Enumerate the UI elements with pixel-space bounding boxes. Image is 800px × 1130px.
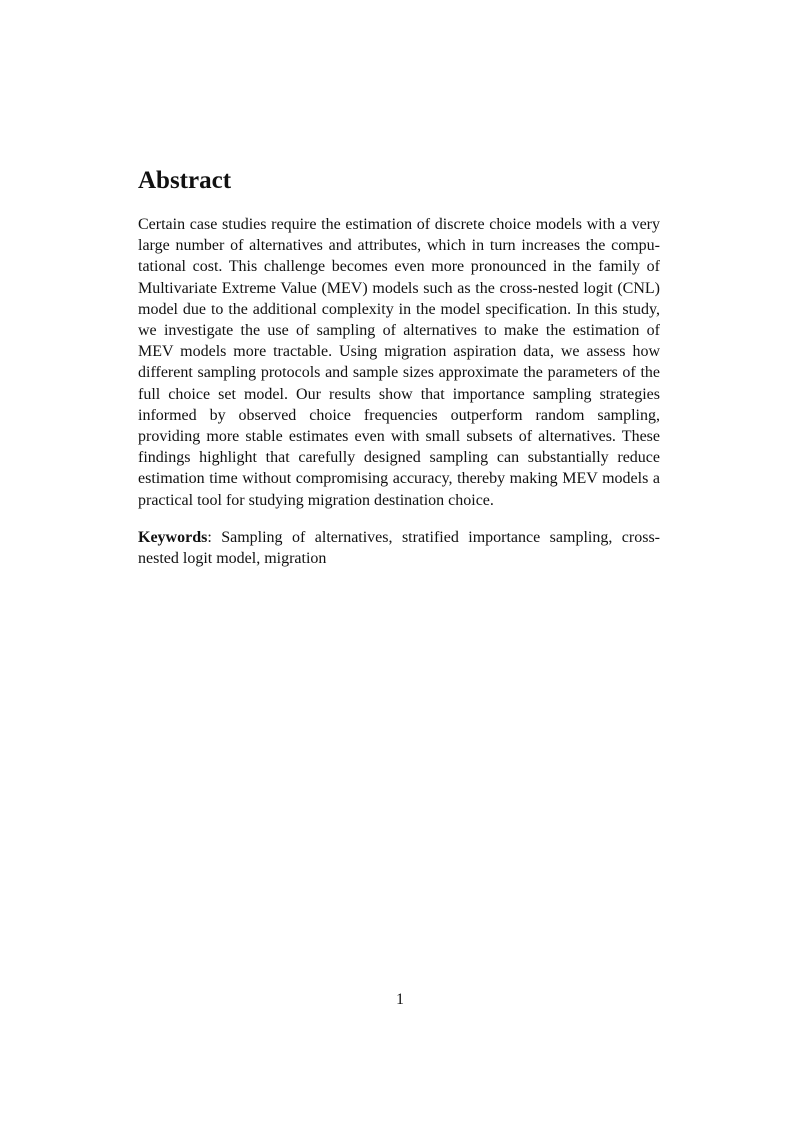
keywords-paragraph [138,527,660,569]
abstract-body: Certain case studies require the estimation of discrete choice models with a very large number of alternatives and attributes, which in turn increases the computational cost. This challenge becomes even more pronounced in the family of Multivariate Extreme Value (MEV) models such as the cross-nested logit (CNL) model due to the additional complexity in the model specification. In this study, we investigate the use of sampling of alternatives to make the estimation of MEV models more tractable. Using migration aspiration data, we assess how different sampling protocols and sample sizes approximate the parameters of the full choice set model. Our results show that importance sampling strategies informed by observed choice frequencies outperform random sampling, providing more stable estimates even with small subsets of alternatives. These findings highlight that carefully designed sampling can substantially reduce estimation time without compromising accuracy, thereby making MEV models a practical tool for studying migration destination choice. [138,216,660,509]
keywords-text: Sampling of alternatives, stratified importance sampling, cross-nested logit model, migration [138,528,660,568]
keywords-separator: : [207,528,212,546]
abstract-heading: Abstract [138,167,232,194]
page-number: 1 [396,991,404,1008]
abstract-section [138,166,660,569]
keywords-label: Keywords [138,528,208,546]
